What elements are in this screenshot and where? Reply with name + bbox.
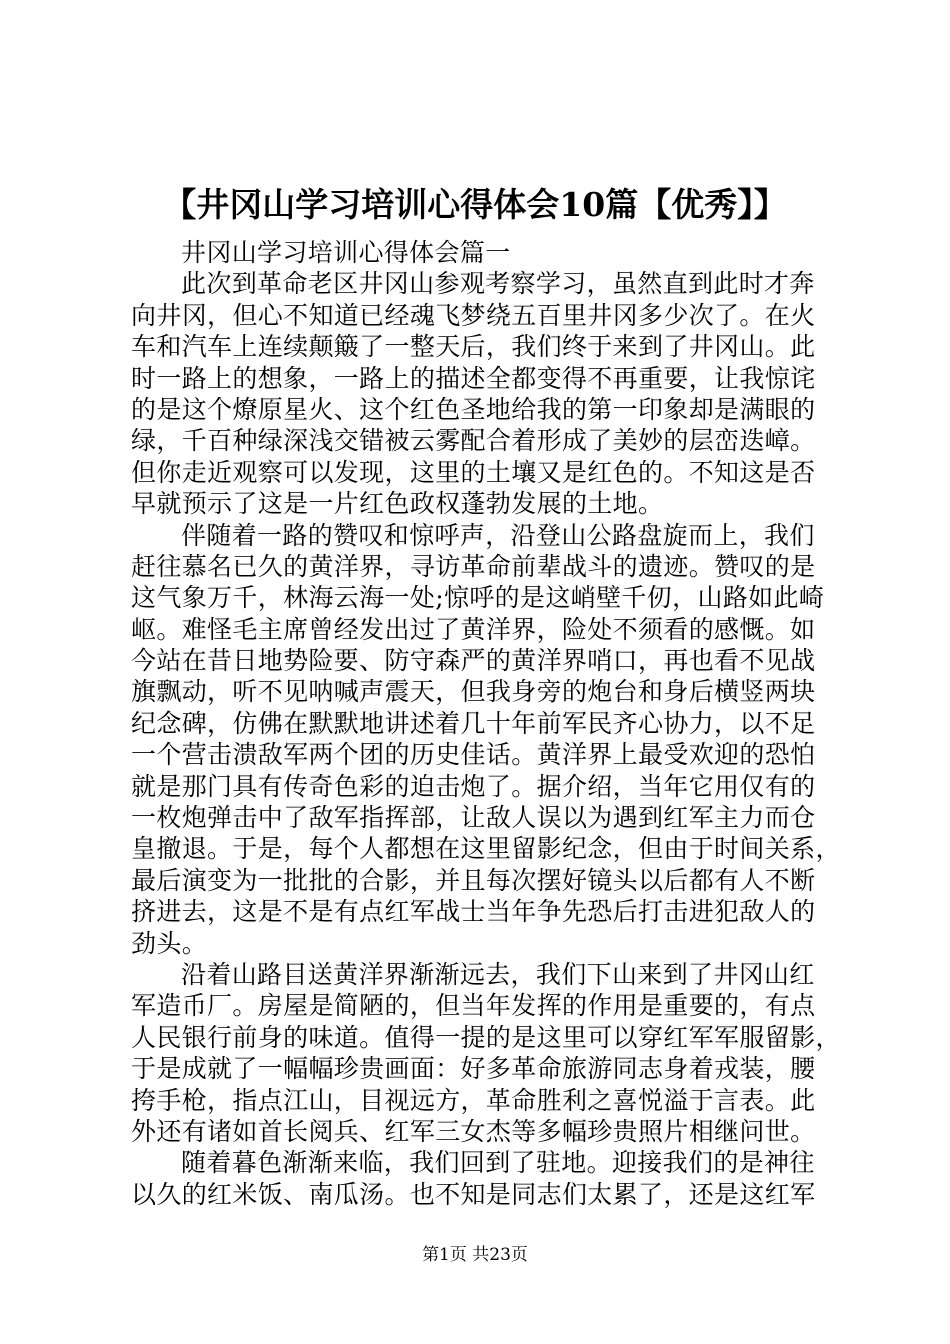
document-title: 【井冈山学习培训心得体会10篇【优秀】】 [163, 185, 787, 224]
text-line: 岖。难怪毛主席曾经发出过了黄洋界，险处不须看的感慨。如 [131, 614, 816, 644]
text-line: 车和汽车上连续颠簸了一整天后，我们终于来到了井冈山。此 [131, 332, 816, 362]
text-line: 挎手枪，指点江山，目视远方，革命胜利之喜悦溢于言表。此 [131, 1085, 816, 1115]
text-line: 时一路上的想象，一路上的描述全都变得不再重要，让我惊诧 [131, 363, 816, 393]
section-heading: 井冈山学习培训心得体会篇一 [181, 238, 511, 267]
text-line: 此次到革命老区井冈山参观考察学习，虽然直到此时才奔 [181, 269, 815, 299]
text-line: 以久的红米饭、南瓜汤。也不知是同志们太累了，还是这红军 [131, 1179, 816, 1209]
text-line: 今站在昔日地势险要、防守森严的黄洋界哨口，再也看不见战 [131, 646, 816, 676]
text-line: 向井冈，但心不知道已经魂飞梦绕五百里井冈多少次了。在火 [131, 300, 816, 330]
text-line: 于是成就了一幅幅珍贵画面：好多革命旅游同志身着戎装，腰 [131, 1054, 816, 1084]
text-line: 挤进去，这是不是有点红军战士当年争先恐后打击进犯敌人的 [131, 897, 816, 927]
text-line: 就是那门具有传奇色彩的迫击炮了。据介绍，当年它用仅有的 [131, 771, 816, 801]
text-line: 伴随着一路的赞叹和惊呼声，沿登山公路盘旋而上，我们 [181, 520, 815, 550]
text-line: 劲头。 [131, 928, 208, 958]
text-line: 的是这个燎原星火、这个红色圣地给我的第一印象却是满眼的 [131, 394, 816, 424]
text-line: 这气象万千，林海云海一处;惊呼的是这峭壁千仞，山路如此崎 [131, 583, 825, 613]
text-line: 最后演变为一批批的合影，并且每次摆好镜头以后都有人不断 [131, 865, 816, 895]
text-line: 旗飘动，听不见呐喊声震天，但我身旁的炮台和身后横竖两块 [131, 677, 816, 707]
text-line: 随着暮色渐渐来临，我们回到了驻地。迎接我们的是神往 [181, 1148, 815, 1178]
text-line: 绿，千百种绿深浅交错被云雾配合着形成了美妙的层峦迭嶂。 [131, 426, 816, 456]
text-line: 军造币厂。房屋是简陋的，但当年发挥的作用是重要的，有点 [131, 991, 816, 1021]
page-footer: 第1页 共23页 [422, 1245, 528, 1265]
text-line: 人民银行前身的味道。值得一提的是这里可以穿红军军服留影， [131, 1022, 841, 1052]
text-line: 一枚炮弹击中了敌军指挥部，让敌人误以为遇到红军主力而仓 [131, 803, 816, 833]
text-line: 沿着山路目送黄洋界渐渐远去，我们下山来到了井冈山红 [181, 959, 815, 989]
text-line: 外还有诸如首长阅兵、红军三女杰等多幅珍贵照片相继问世。 [131, 1116, 816, 1146]
text-line: 皇撤退。于是，每个人都想在这里留影纪念，但由于时间关系， [131, 834, 841, 864]
text-line: 但你走近观察可以发现，这里的土壤又是红色的。不知这是否 [131, 457, 816, 487]
text-line: 纪念碑，仿佛在默默地讲述着几十年前军民齐心协力，以不足 [131, 708, 816, 738]
text-line: 早就预示了这是一片红色政权蓬勃发展的土地。 [131, 489, 664, 519]
text-line: 一个营击溃敌军两个团的历史佳话。黄洋界上最受欢迎的恐怕 [131, 740, 816, 770]
text-line: 赶往慕名已久的黄洋界，寻访革命前辈战斗的遗迹。赞叹的是 [131, 551, 816, 581]
document-body [131, 237, 841, 1210]
